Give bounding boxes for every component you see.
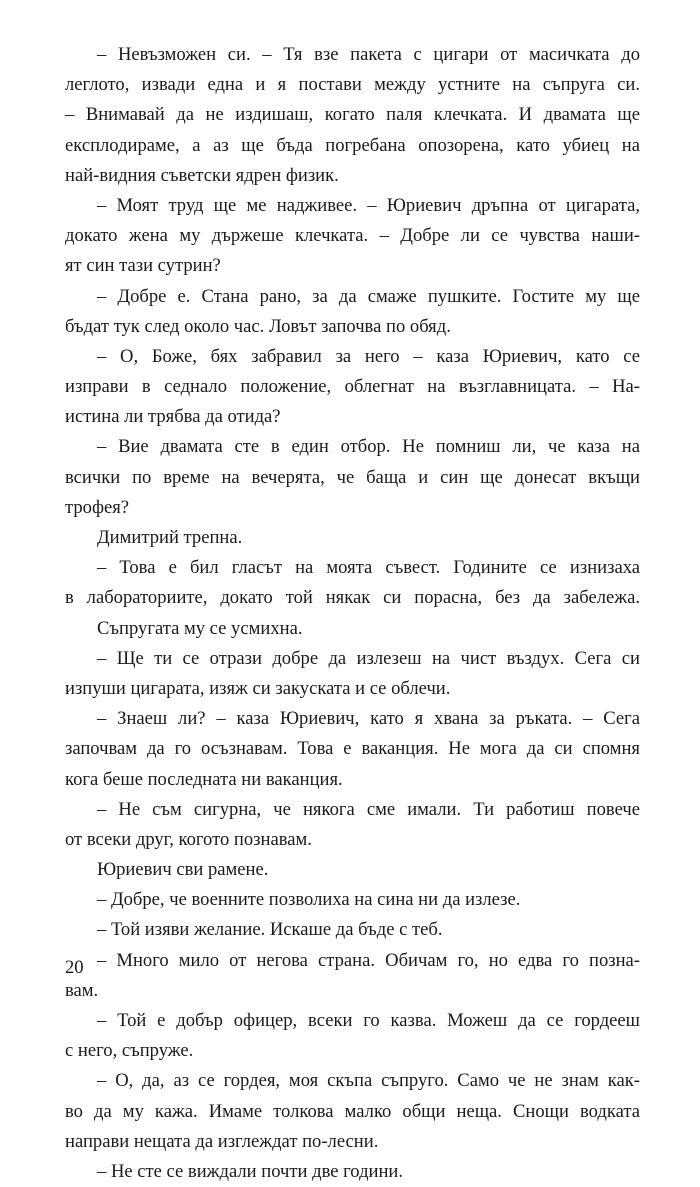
text-line: Съпругата му се усмихна. <box>97 617 303 639</box>
body-text <box>65 40 640 1187</box>
text-line: изправи в седнало положение, облегнат на възглавницата. – На- <box>65 376 640 398</box>
text-line: – Вие двамата сте в един отбор. Не помниш ли, че каза на <box>97 436 640 458</box>
text-line: – Това е бил гласът на моята съвест. Годините се изнизаха <box>97 557 640 579</box>
text-line: – О, Боже, бях забравил за него – каза Юриевич, като се <box>97 345 640 367</box>
text-line: – Не съм сигурна, че някога сме имали. Ти работиш повече <box>97 798 640 820</box>
text-line: ят син тази сутрин? <box>65 255 221 277</box>
text-line: – Не сте се виждали почти две години. <box>97 1160 404 1182</box>
text-line: започвам да го осъзнавам. Това е ваканция. Не мога да си спомня <box>65 738 640 760</box>
page-number: 20 <box>65 957 84 978</box>
text-line: най-видния съветски ядрен физик. <box>65 164 339 186</box>
text-line: – Добре, че военните позволиха на сина ни да излезе. <box>97 889 521 911</box>
text-line: – Добре е. Стана рано, за да смаже пушките. Гостите му ще <box>97 285 640 307</box>
text-line: – Много мило от негова страна. Обичам го, но едва го позна- <box>97 949 640 971</box>
text-line: направи нещата да изглеждат по-лесни. <box>65 1130 379 1152</box>
text-line: – О, да, аз се гордея, моя скъпа съпруго. Само че не знам как- <box>97 1070 640 1092</box>
text-line: истина ли трябва да отида? <box>65 406 281 428</box>
text-line: леглото, извади една и я постави между устните на съпруга си. <box>65 74 640 96</box>
text-line: – Той изяви желание. Искаше да бъде с теб. <box>97 919 443 941</box>
text-line: – Знаеш ли? – каза Юриевич, като я хвана за ръката. – Сега <box>97 708 640 730</box>
text-line: – Моят труд ще ме надживее. – Юриевич дръпна от цигарата, <box>97 194 640 216</box>
text-line: от всеки друг, когото познавам. <box>65 828 312 850</box>
text-line: – Ще ти се отрази добре да излезеш на чист въздух. Сега си <box>97 647 640 669</box>
text-line: бъдат тук след около час. Ловът започва по обяд. <box>65 315 451 337</box>
text-line: – Невъзможен си. – Тя взе пакета с цигари от масичката до <box>97 44 640 65</box>
text-line: с него, съпруже. <box>65 1040 194 1062</box>
text-line: всички по време на вечерята, че баща и син ще донесат вкъщи <box>65 466 640 488</box>
text-line: изпуши цигарата, изяж си закуската и се облечи. <box>65 677 451 699</box>
text-line: Димитрий трепна. <box>97 527 243 548</box>
text-line: во да му кажа. Имаме толкова малко общи неща. Снощи водката <box>65 1100 640 1122</box>
text-line: вам. <box>65 979 99 1001</box>
text-line: Юриевич сви рамене. <box>97 859 269 881</box>
text-line: трофея? <box>65 496 130 518</box>
text-line: в лабораториите, докато той някак си порасна, без да забележа. <box>65 587 640 609</box>
text-line: – Той е добър офицер, всеки го казва. Можеш да се гордееш <box>97 1010 640 1031</box>
text-line: кога беше последната ни ваканция. <box>65 768 343 790</box>
text-line: докато жена му държеше клечката. – Добре ли се чувства наши- <box>65 225 640 247</box>
text-line: експлодираме, а аз ще бъда погребана опозорена, като убиец на <box>65 134 640 156</box>
text-line: – Внимавай да не издишаш, когато паля клечката. И двамата ще <box>65 104 640 126</box>
